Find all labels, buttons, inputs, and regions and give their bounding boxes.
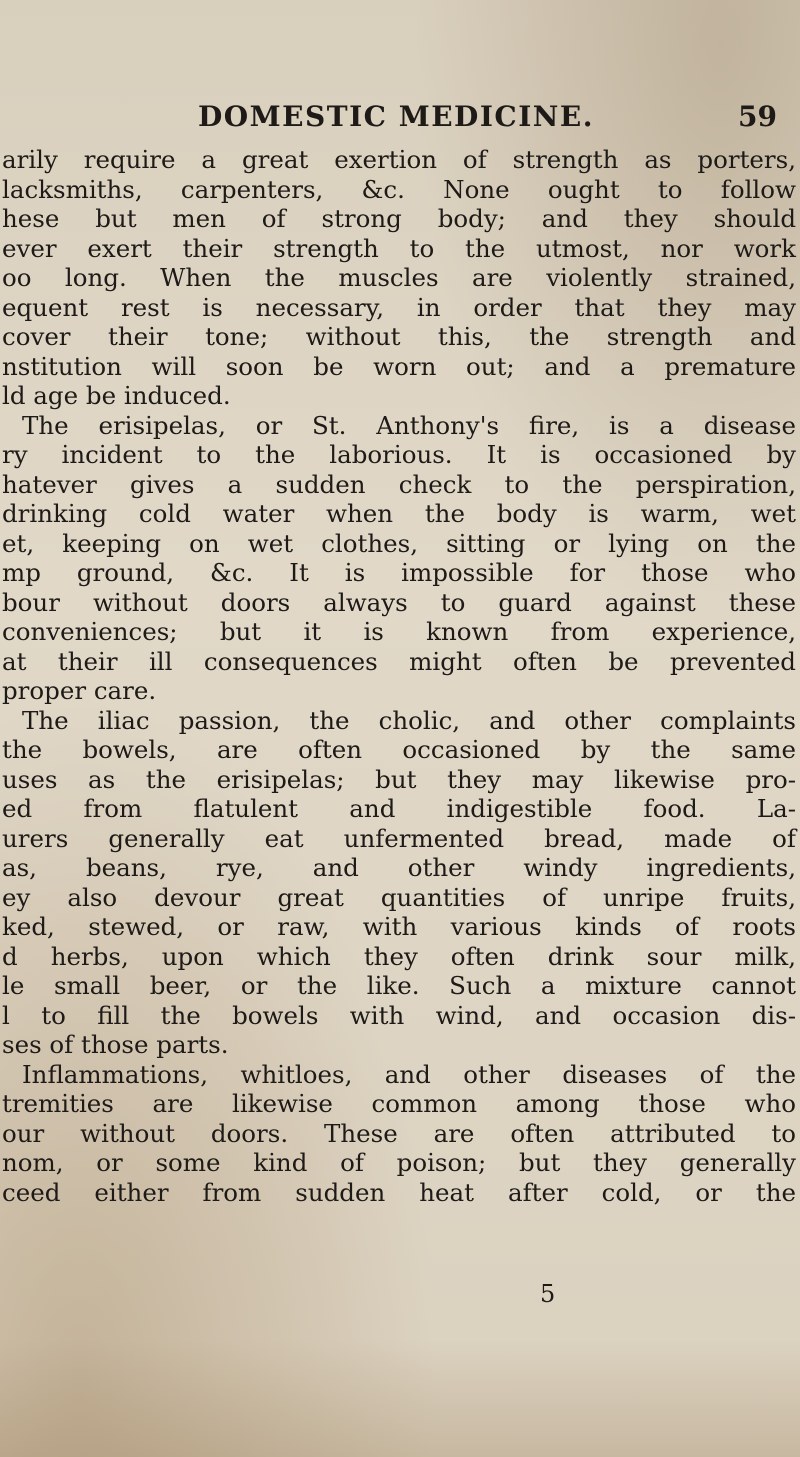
text-line: le small beer, or the like. Such a mixture cannot [2,971,796,1000]
body-text [0,145,800,1207]
text-line: lacksmiths, carpenters, &c. None ought to follow [2,174,796,204]
text-line: urers generally eat unfermented bread, made of [2,823,796,853]
text-line: the bowels, are often occasioned by the same [2,735,796,764]
signature-mark: 5 [540,1280,556,1308]
text-line: proper care. [2,676,157,705]
text-line: tremities are likewise common among those who [2,1089,796,1118]
text-line: ey also devour great quantities of unripe fruits, [2,882,796,912]
running-head [0,100,800,140]
text-line: l to fill the bowels with wind, and occasion dis- [2,1000,796,1030]
text-line: nstitution will soon be worn out; and a premature [2,351,796,381]
text-line: drinking cold water when the body is warm, wet [2,499,796,528]
text-line: ked, stewed, or raw, with various kinds of roots [2,912,796,941]
text-line: ses of those parts. [2,1030,229,1059]
text-line: Inflammations, whitloes, and other diseases of the [22,1059,796,1089]
text-line: at their ill consequences might often be prevented [2,646,796,676]
text-line: et, keeping on wet clothes, sitting or lying on the [2,528,796,558]
text-line: our without doors. These are often attributed to [2,1118,796,1148]
text-line: hatever gives a sudden check to the perspiration, [2,469,796,499]
text-line: ed from flatulent and indigestible food. La- [2,794,796,823]
text-line: The erisipelas, or St. Anthony's fire, is a disease [22,410,796,440]
text-line: cover their tone; without this, the strength and [2,322,796,351]
text-line: as, beans, rye, and other windy ingredients, [2,853,796,882]
text-line: mp ground, &c. It is impossible for those who [2,558,796,587]
text-line: hese but men of strong body; and they should [2,204,796,233]
text-line: conveniences; but it is known from experience, [2,617,796,646]
text-line: oo long. When the muscles are violently strained, [2,263,796,292]
page-stain [0,1340,800,1457]
text-line: uses as the erisipelas; but they may likewise pro- [2,764,796,794]
text-line: nom, or some kind of poison; but they generally [2,1148,796,1177]
text-line: bour without doors always to guard against these [2,587,796,617]
text-line: ever exert their strength to the utmost, nor work [2,233,796,263]
text-line: equent rest is necessary, in order that they may [2,292,796,322]
text-line: ld age be induced. [2,381,231,410]
text-line: ry incident to the laborious. It is occasioned by [2,440,796,469]
page-title: DOMESTIC MEDICINE. [198,100,594,133]
text-line: d herbs, upon which they often drink sour milk, [2,941,796,971]
text-line: The iliac passion, the cholic, and other complaints [22,705,796,735]
text-line: ceed either from sudden heat after cold, or the [2,1177,796,1207]
text-line: arily require a great exertion of strength as porters, [2,145,796,174]
page-number: 59 [738,100,777,133]
